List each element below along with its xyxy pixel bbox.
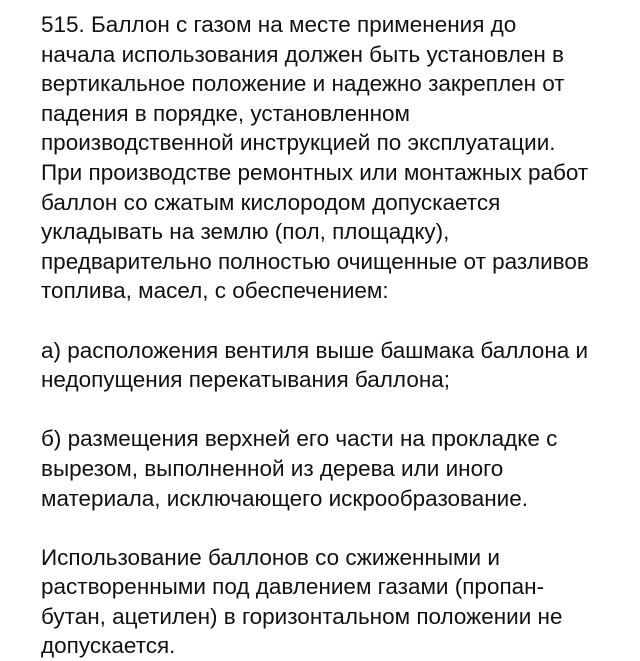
text-line: начала использования должен быть установлен в (41, 41, 564, 67)
text-line: топлива, масел, с обеспечением: (41, 278, 389, 304)
paragraph-item-a (41, 336, 622, 395)
text-line: бутан, ацетилен) в горизонтальном положении не (41, 603, 563, 629)
text-line: б) размещения верхней его части на прокладке с (41, 426, 558, 452)
text-line: При производстве ремонтных или монтажных работ (41, 159, 589, 185)
text-line: производственной инструкцией по эксплуатации. (41, 130, 556, 156)
text-line: падения в порядке, установленном (41, 100, 411, 126)
text-line: укладывать на землю (пол, площадку), (41, 219, 450, 245)
paragraph-item-b (41, 424, 622, 513)
paragraph-spacer (41, 306, 622, 336)
text-line: допускается. (41, 633, 176, 659)
text-line: недопущения перекатывания баллона; (41, 367, 451, 393)
paragraph-closing-note (41, 543, 622, 661)
text-line: растворенными под давлением газами (пропан- (41, 574, 545, 600)
text-line: баллон со сжатым кислородом допускается (41, 189, 501, 215)
text-line: а) расположения вентиля выше башмака баллона и (41, 337, 589, 363)
text-line: 515. Баллон с газом на месте применения до (41, 12, 517, 37)
text-line: вырезом, выполненной из дерева или иного (41, 455, 504, 481)
text-line: предварительно полностью очищенные от разливов (41, 248, 589, 274)
paragraph-spacer (41, 395, 622, 425)
text-line: материала, исключающего искрообразование. (41, 485, 528, 511)
text-line: Использование баллонов со сжиженными и (41, 544, 500, 570)
text-line: вертикальное положение и надежно закреплен от (41, 71, 565, 97)
paragraph-main-rule (41, 10, 622, 306)
paragraph-spacer (41, 513, 622, 543)
